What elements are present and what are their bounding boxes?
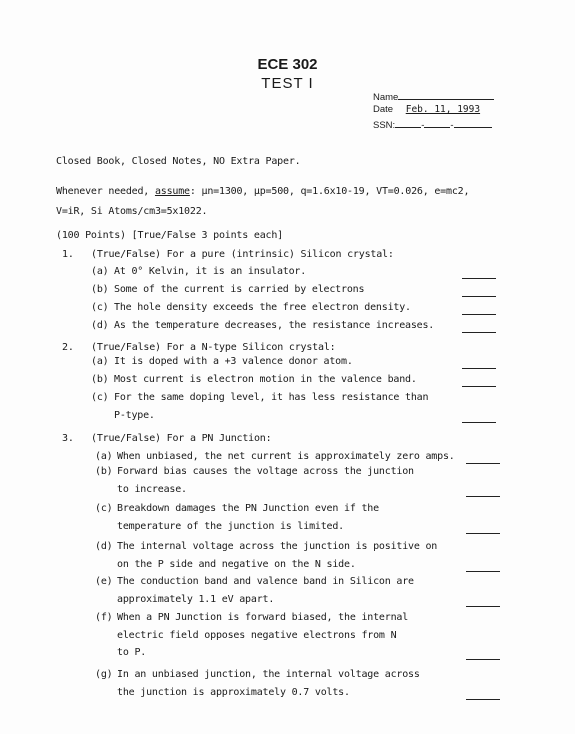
test-title: TEST I	[261, 75, 314, 92]
part-label: (a)	[95, 451, 113, 462]
answer-blank	[466, 571, 500, 572]
question-number: 3.	[62, 433, 74, 444]
part-text: Most current is electron motion in the valence band.	[114, 374, 417, 385]
part-text: temperature of the junction is limited.	[117, 520, 344, 532]
part-label: (g)	[95, 669, 113, 680]
ssn-label: SSN:	[373, 120, 396, 131]
part-label: (b)	[95, 466, 113, 477]
part-text: For the same doping level, it has less resistance than	[114, 392, 429, 403]
part-text: It is doped with a +3 valence donor atom.	[114, 356, 353, 367]
answer-blank	[466, 496, 500, 497]
answer-blank	[462, 314, 496, 315]
part-label: (a)	[91, 266, 109, 277]
answer-blank	[466, 533, 500, 534]
part-text: As the temperature decreases, the resistance increases.	[114, 320, 435, 331]
part-label: (c)	[91, 392, 109, 403]
assumptions-line-2: V=iR, Si Atoms/cm3=5x1022.	[56, 206, 208, 217]
part-text: Some of the current is carried by electrons	[114, 284, 365, 295]
part-label: (c)	[91, 302, 109, 313]
part-text: Breakdown damages the PN Junction even if the	[117, 503, 379, 514]
answer-blank	[462, 386, 496, 387]
answer-blank	[466, 463, 500, 464]
part-text: to P.	[117, 647, 147, 658]
date-field	[373, 104, 483, 115]
part-label: (a)	[91, 356, 109, 367]
answer-blank	[462, 278, 496, 279]
points-line: (100 Points) [True/False 3 points each]	[56, 230, 283, 241]
question-stem: (True/False) For a PN Junction:	[91, 433, 272, 444]
part-label: (d)	[91, 320, 109, 331]
answer-blank	[466, 606, 500, 607]
part-text: the junction is approximately 0.7 volts.	[117, 686, 350, 698]
part-text: Forward bias causes the voltage across the junction	[117, 466, 414, 477]
ssn-field	[373, 118, 492, 131]
part-text: to increase.	[117, 483, 187, 495]
part-text: In an unbiased junction, the internal voltage across	[117, 669, 420, 680]
question-number: 2.	[62, 342, 74, 353]
name-field	[373, 90, 494, 103]
answer-blank	[462, 296, 496, 297]
date-value: Feb. 11, 1993	[405, 104, 481, 115]
part-text: The internal voltage across the junction is positive on	[117, 541, 438, 552]
part-text: When a PN Junction is forward biased, the internal	[117, 612, 409, 623]
ssn-separator: -	[421, 120, 425, 131]
answer-blank	[462, 422, 496, 423]
part-label: (d)	[95, 541, 113, 552]
date-label: Date	[373, 104, 394, 115]
name-label: Name	[373, 92, 399, 103]
part-label: (b)	[91, 374, 109, 385]
course-title: ECE 302	[257, 56, 318, 73]
ssn-separator: -	[450, 120, 454, 131]
part-text: electric field opposes negative electrons from N	[117, 629, 397, 641]
answer-blank	[462, 368, 496, 369]
part-label: (b)	[91, 284, 109, 295]
part-text: At 0° Kelvin, it is an insulator.	[114, 266, 307, 277]
question-stem: (True/False) For a N-type Silicon crystal:	[91, 342, 336, 353]
part-text: The conduction band and valence band in Silicon are	[117, 576, 414, 587]
answer-blank	[466, 659, 500, 660]
assume-word: assume	[154, 186, 190, 197]
question-stem: (True/False) For a pure (intrinsic) Silicon crystal:	[91, 249, 394, 260]
question-number: 1.	[62, 249, 74, 260]
instructions-line: Closed Book, Closed Notes, NO Extra Paper.	[56, 156, 301, 167]
part-text: When unbiased, the net current is approximately zero amps.	[117, 451, 455, 462]
name-line	[398, 90, 494, 100]
answer-blank	[466, 699, 500, 700]
part-label: (f)	[95, 612, 113, 623]
assumptions-line: Whenever needed, assume: μn=1300, μp=500, q=1.6x10-19, VT=0.026, e=mc2,	[56, 186, 470, 197]
part-text: on the P side and negative on the N side.	[117, 558, 356, 570]
part-text: P-type.	[114, 409, 155, 421]
part-text: approximately 1.1 eV apart.	[117, 593, 275, 605]
answer-blank	[462, 332, 496, 333]
part-text: The hole density exceeds the free electron density.	[114, 302, 411, 313]
part-label: (e)	[95, 576, 113, 587]
part-label: (c)	[95, 503, 113, 514]
